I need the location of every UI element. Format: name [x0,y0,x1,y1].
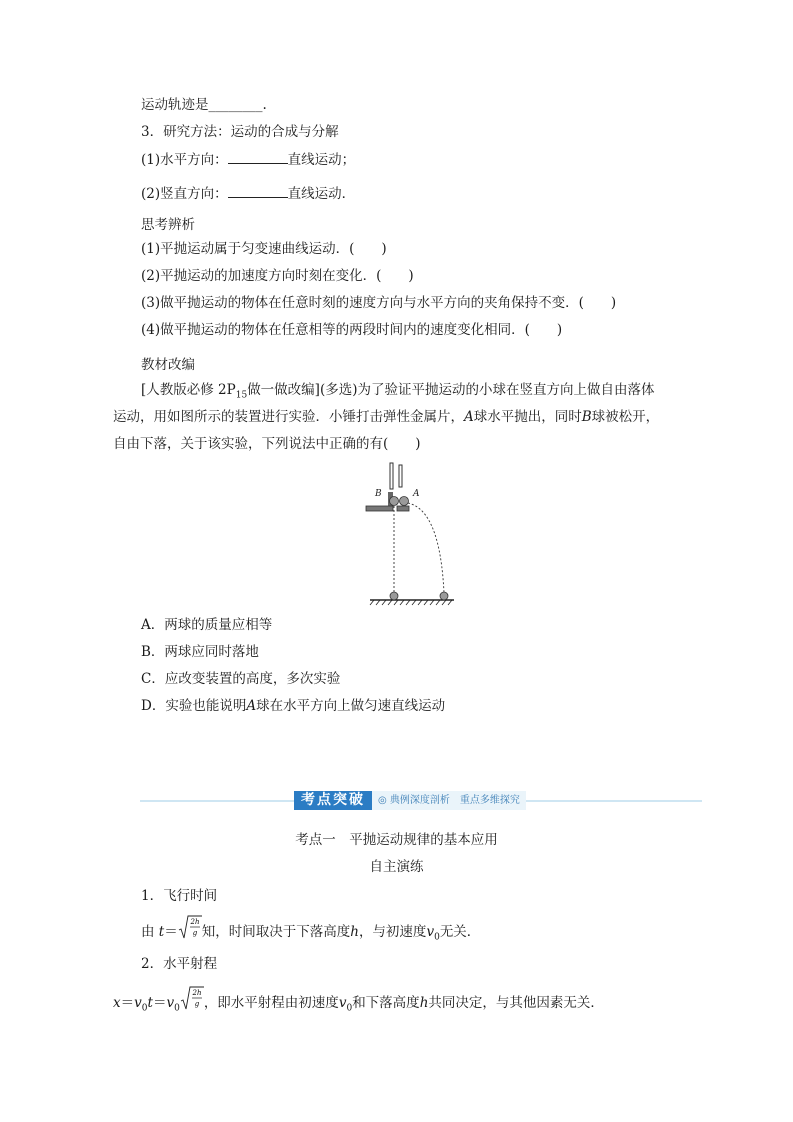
text: ＝ [152,995,167,1011]
banner-tag: 考点突破 [294,791,372,810]
var-v: v [426,924,435,940]
text: A [246,698,257,714]
text: 知，时间取决于下落高度 [201,924,351,940]
text: 做一做改编](多选)为了验证平抛运动的小球在竖直方向上做自由落体 [247,382,655,398]
parabolic-path [408,503,444,593]
text: 直线运动； [287,152,356,168]
var-t: t [158,924,165,940]
label-b: B [375,489,382,499]
text-line: 3．研究方法：运动的合成与分解 [141,124,339,140]
text: B [581,409,592,425]
label-a: A [413,489,420,499]
text-line [141,183,355,204]
var-v: v [166,995,175,1011]
experiment-figure [360,460,460,606]
formula-line [113,985,604,1015]
text: 球在水平方向上做匀速直线运动 [256,698,446,714]
option-d [141,696,445,716]
text: 球水平抛出，同时 [473,409,582,425]
text: 无关． [439,924,481,940]
section-banner [140,789,702,813]
ball-a [400,497,409,506]
sqrt-formula [180,985,204,1022]
var-x: x [113,995,121,1011]
var-v: v [338,995,347,1011]
option-b: B．两球应同时落地 [141,644,259,660]
frac-den: g [192,929,197,937]
text: A [464,409,474,425]
text-line: 自由下落，关于该实验，下列说法中正确的有( ) [113,436,421,452]
text: (2)竖直方向： [141,186,228,202]
option-a: A．两球的质量应相等 [141,617,273,633]
text: 直线运动． [287,186,356,202]
ball-a-landed [440,592,448,600]
text-line: (2)平抛运动的加速度方向时刻在变化．( ) [141,268,414,284]
heading: 教材改编 [141,357,195,373]
subscript: 15 [235,390,248,401]
text-line: 运动轨迹是________. [141,97,267,113]
platform [366,506,393,511]
text: ，与初速度 [358,924,427,940]
text-line [113,407,659,427]
hammer-handle [390,463,393,489]
ball-b [390,497,399,506]
text: 共同决定，与其他因素无关． [428,995,604,1011]
sqrt-formula [178,914,202,951]
text: 运动，用如图所示的装置进行实验．小锤打击弹性金属片， [113,409,464,425]
text-line: 2．水平射程 [141,956,218,972]
spring-bar [399,465,402,487]
text-line: (1)平抛运动属于匀变速曲线运动．( ) [141,241,387,257]
frac-num: 2h [192,989,202,997]
fill-blank [228,183,288,198]
text: [人教版必修 2P [141,382,236,398]
text: 球被松开， [591,409,660,425]
text-line: (4)做平抛运动的物体在任意相等的两段时间内的速度变化相同．( ) [141,322,563,338]
text-line [141,380,655,406]
frac-den: g [194,1000,200,1008]
text-line: 1．飞行时间 [141,888,218,904]
text-line [141,149,355,170]
var-t: t [147,995,153,1011]
text: D．实验也能说明 [141,698,247,714]
text: 由 [141,924,155,940]
var-h: h [419,995,429,1011]
text: ，即水平射程由初速度 [203,995,339,1011]
ball-b-landed [390,592,398,600]
banner-subtitle: ◎ 典例深度剖析 重点多维探究 [372,791,526,810]
var-v: v [134,995,142,1011]
option-c: C．应改变装置的高度，多次实验 [141,671,341,687]
text: 和下落高度 [352,995,420,1011]
fill-blank [228,149,288,164]
var-h: h [350,924,359,940]
text: ＝ [164,924,178,940]
formula-line [141,914,480,944]
metal-plate [397,506,409,511]
subscript: 0 [346,1003,353,1014]
subscript: 0 [434,932,440,943]
heading: 思考辨析 [141,217,195,233]
text: ＝ [120,995,135,1011]
text: (1)水平方向： [141,152,228,168]
subscript: 0 [141,1003,148,1014]
subscript: 0 [174,1003,180,1014]
frac-num: 2h [190,918,200,926]
text-line: (3)做平抛运动的物体在任意时刻的速度方向与水平方向的夹角保持不变．( ) [141,295,617,311]
section-title: 考点一 平抛运动规律的基本应用 [295,832,498,848]
section-subtitle: 自主演练 [369,859,424,875]
